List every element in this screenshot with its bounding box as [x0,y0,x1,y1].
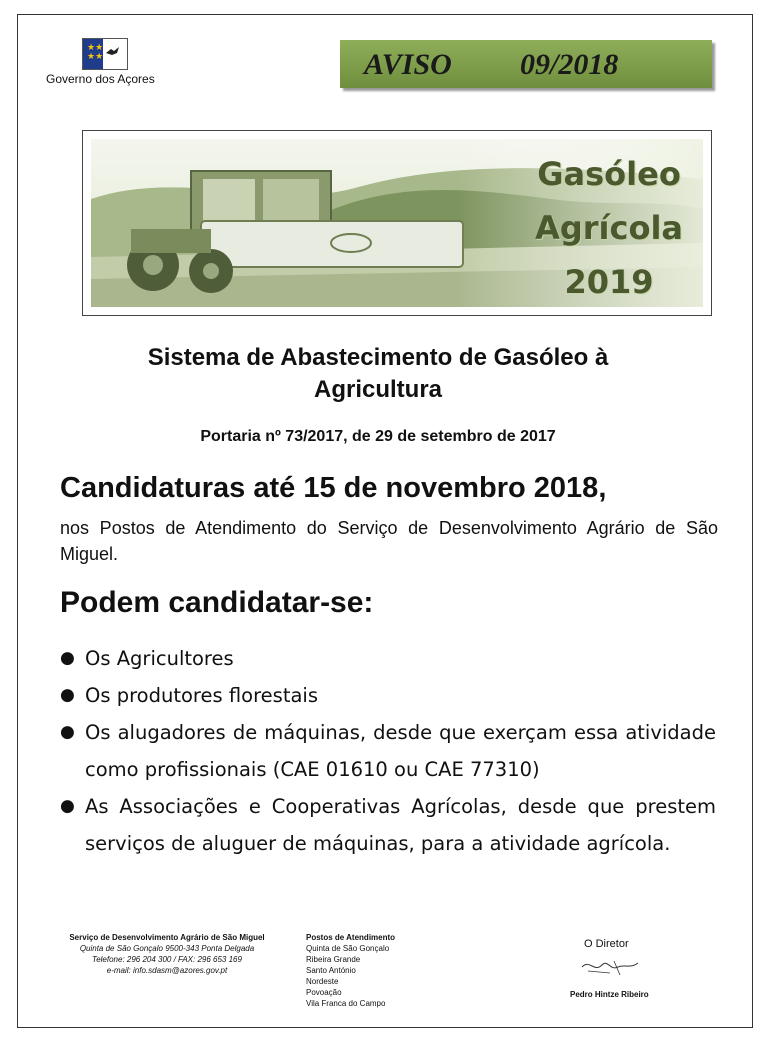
aviso-number: 09/2018 [520,48,619,81]
posto-item: Santo António [306,966,356,975]
posto-item: Vila Franca do Campo [306,999,386,1008]
bullet-icon: ● [60,648,75,668]
eligible-list [60,640,716,862]
service-contact [62,932,272,976]
list-item: ● Os produtores florestais [60,677,716,714]
posto-item: Povoação [306,988,342,997]
postos-title: Postos de Atendimento [306,933,396,942]
bullet-icon: ● [60,722,75,742]
aviso-word: AVISO [364,48,452,81]
heading-line-1: Sistema de Abastecimento de Gasóleo à [147,344,609,371]
podem-title: Podem candidatar-se: [60,586,374,619]
posto-item: Ribeira Grande [306,955,361,964]
bullet-icon: ● [60,685,75,705]
aviso-box [340,40,712,88]
list-item: ● Os alugadores de máquinas, desde que exerçam essa atividade como profissionais (CAE 01610 ou CAE 77310) [60,714,716,788]
service-email: e-mail: info.sdasm@azores.gov.pt [106,966,228,975]
heading-line-2: Agricultura [313,376,442,403]
postos-list [306,932,395,1009]
candidaturas-text: nos Postos de Atendimento do Serviço de Desenvolvimento Agrário de São Miguel. [60,518,718,564]
director-label: O Diretor [584,938,629,950]
banner-line-1: Gasóleo [537,155,681,193]
list-item: ● As Associações e Cooperativas Agrícolas, desde que prestem serviços de aluguer de máquinas, para a atividade agrícola. [60,788,716,862]
banner [82,130,712,316]
signature [580,955,640,979]
service-phone: Telefone: 296 204 300 / FAX: 296 653 169 [92,955,242,964]
service-address: Quinta de São Gonçalo 9500-343 Ponta Delgada [79,944,255,953]
portaria-reference: Portaria nº 73/2017, de 29 de setembro de 2017 [200,428,556,445]
main-heading [60,342,696,406]
azores-flag-icon: ★★ ★★ [82,38,128,70]
service-name: Serviço de Desenvolvimento Agrário de São Miguel [69,933,265,942]
bullet-icon: ● [60,796,75,816]
list-item: ● Os Agricultores [60,640,716,677]
banner-line-3: 2019 [564,263,654,301]
candidaturas-title: Candidaturas até 15 de novembro 2018, [60,472,607,504]
banner-line-2: Agrícola [535,209,683,247]
banner-title [535,147,683,309]
posto-item: Nordeste [306,977,339,986]
logo-text: Governo dos Açores [46,72,155,86]
posto-item: Quinta de São Gonçalo [306,944,390,953]
director-name: Pedro Hintze Ribeiro [570,990,649,999]
